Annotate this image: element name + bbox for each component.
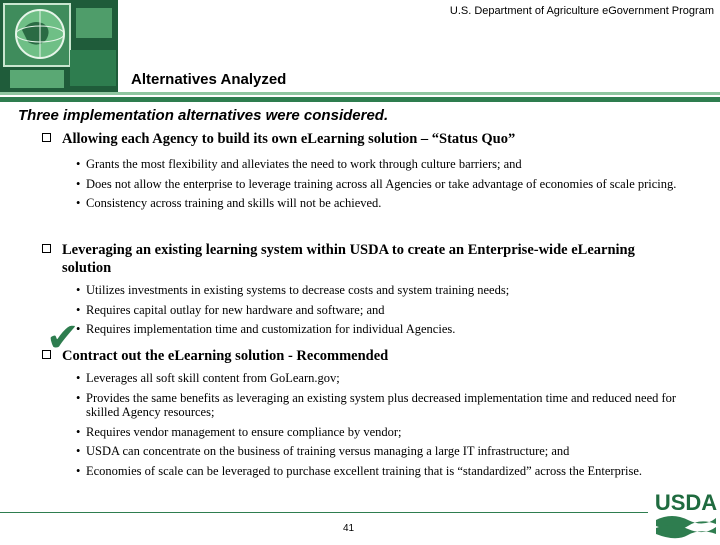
title-divider (0, 92, 720, 102)
list-item: • Consistency across training and skills will not be achieved. (76, 196, 696, 211)
usda-logo (652, 488, 720, 540)
alternative-3 (44, 347, 684, 365)
checkmark-icon: ✔ (46, 315, 80, 361)
alternative-1-label: Allowing each Agency to build its own eLearning solution – “Status Quo” (62, 131, 516, 147)
list-item: • USDA can concentrate on the business of training versus managing a large IT infrastructure; and (76, 444, 696, 459)
list-item: • Does not allow the enterprise to leverage training across all Agencies or take advantage of economies of scale pricing. (76, 177, 696, 192)
checkbox-square-icon (42, 350, 51, 359)
checkbox-square-icon (42, 244, 51, 253)
checkbox-square-icon (42, 133, 51, 142)
alternative-1 (44, 130, 684, 148)
alternative-3-bullets (76, 371, 696, 483)
usda-logo-text: USDA (654, 490, 718, 515)
list-item: • Requires vendor management to ensure compliance by vendor; (76, 425, 696, 440)
page-number: 41 (343, 523, 355, 534)
alternative-2-bullets (76, 283, 696, 342)
alternative-2 (44, 241, 684, 277)
list-item: • Economies of scale can be leveraged to purchase excellent training that is “standardized” across the Enterprise. (76, 464, 696, 479)
list-item: • Requires implementation time and customization for individual Agencies. (76, 322, 696, 337)
alternative-3-label: Contract out the eLearning solution - Recommended (62, 348, 389, 364)
intro-text: Three implementation alternatives were considered. (18, 107, 389, 124)
list-item: • Grants the most flexibility and alleviates the need to work through culture barriers; and (76, 157, 696, 172)
slide-title: Alternatives Analyzed (131, 71, 287, 88)
globe-icon (0, 0, 118, 92)
list-item: • Provides the same benefits as leveraging an existing system plus decreased implementation time and reduced need for skilled Agency resources; (76, 391, 696, 420)
list-item: • Utilizes investments in existing systems to decrease costs and system training needs; (76, 283, 696, 298)
list-item: • Requires capital outlay for new hardware and software; and (76, 303, 696, 318)
alternative-2-label: Leveraging an existing learning system within USDA to create an Enterprise-wide eLearning solution (62, 242, 635, 276)
alternative-1-bullets (76, 157, 696, 216)
program-header: U.S. Department of Agriculture eGovernment Program (449, 5, 714, 17)
footer-divider (0, 512, 648, 513)
list-item: • Leverages all soft skill content from GoLearn.gov; (76, 371, 696, 386)
